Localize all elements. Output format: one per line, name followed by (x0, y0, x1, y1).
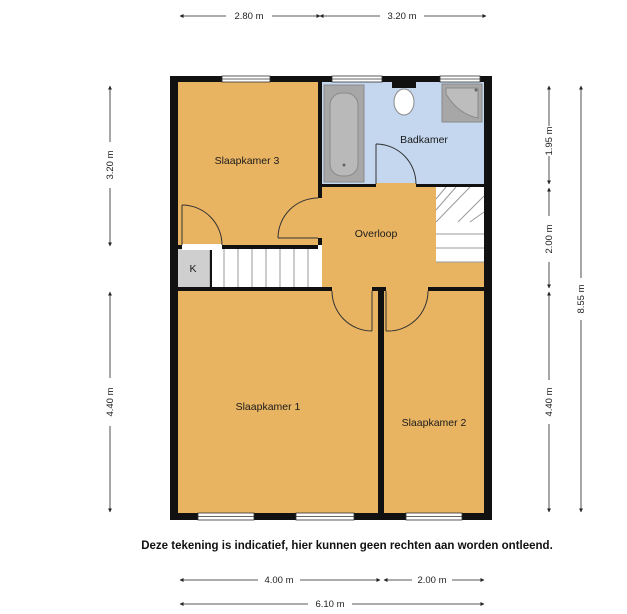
dimension-top-left: 2.80 m (234, 11, 264, 22)
shower (442, 84, 482, 122)
dimension-right-3: 4.40 m (544, 387, 555, 417)
dimension-left-top: 3.20 m (105, 150, 116, 180)
label-slaapkamer-3: Slaapkamer 3 (214, 155, 280, 167)
toilet (392, 82, 416, 115)
dimension-right-2: 2.00 m (544, 224, 555, 254)
dimension-right-total: 8.55 m (576, 284, 587, 314)
dimension-top-right: 3.20 m (387, 11, 417, 22)
stairs-upper (436, 187, 484, 262)
dimension-right-1: 1.95 m (544, 126, 555, 156)
dimension-bottom-total: 6.10 m (315, 599, 345, 610)
bathtub (324, 85, 364, 182)
label-kast: K (189, 263, 197, 275)
label-overloop: Overloop (354, 228, 398, 240)
room-slaapkamer-2 (384, 291, 484, 513)
dimension-bottom-right: 2.00 m (417, 575, 447, 586)
label-slaapkamer-2: Slaapkamer 2 (401, 417, 467, 429)
label-slaapkamer-1: Slaapkamer 1 (235, 401, 301, 413)
label-badkamer: Badkamer (400, 134, 448, 146)
dimension-left-bottom: 4.40 m (105, 387, 116, 417)
disclaimer: Deze tekening is indicatief, hier kunnen geen rechten aan worden ontleend. (141, 540, 553, 552)
dimension-bottom-left: 4.00 m (264, 575, 294, 586)
